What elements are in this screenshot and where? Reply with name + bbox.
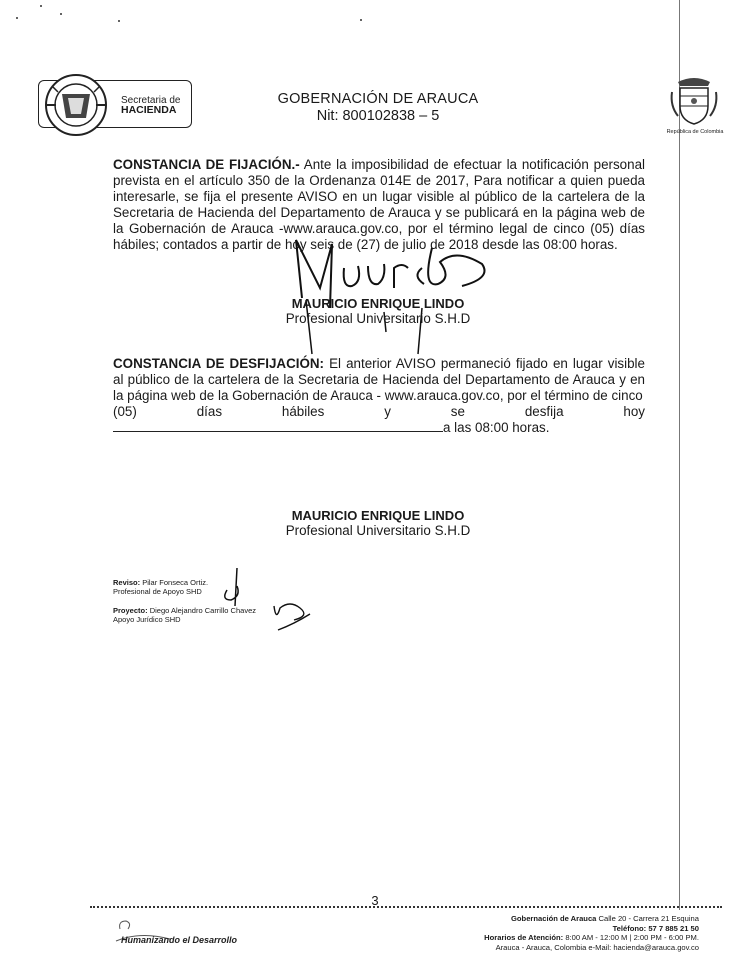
- signer-name: MAURICIO ENRIQUE LINDO: [291, 508, 465, 523]
- reviso-block: [113, 578, 208, 596]
- page-number: 3: [371, 893, 379, 908]
- footer-divider: [90, 906, 722, 908]
- handwritten-signature: [272, 228, 502, 358]
- dept-label-big: HACIENDA: [121, 104, 177, 116]
- hacienda-seal-icon: [40, 72, 112, 138]
- speck: [40, 5, 42, 7]
- fijacion-text: Ante la imposibilidad de efectuar la notificación personal prevista en el artículo 350 de la Ordenanza 014E de 2017, Para notificar a quien pueda interesarle, se fija el presente AVISO en un lugar visible al público de la cartelera de la Secretaria de Hacienda del Departamento de Arauca y se publicará en la página web de la Gobernación de Arauca -www.arauca.gov.co, por el término legal de cinco (05) días hábiles; contados a partir de hoy seis de (27) de julio de 2018 desde las 08:00 horas.: [113, 157, 645, 252]
- speck: [16, 17, 18, 19]
- blank-date-field: [113, 420, 443, 432]
- desfijacion-time: a las 08:00 horas.: [443, 420, 550, 435]
- footer-org: Gobernación de Arauca: [511, 914, 597, 923]
- page-title: GOBERNACIÓN DE ARAUCA: [277, 91, 479, 107]
- humanizando-logo-icon: [110, 917, 210, 951]
- signer-role: Profesional Universitario S.H.D: [285, 311, 471, 326]
- desfijacion-date-line: [113, 420, 549, 436]
- speck: [360, 19, 362, 21]
- speck: [118, 20, 120, 22]
- colombia-shield-icon: [668, 76, 720, 128]
- reviso-role: Profesional de Apoyo SHD: [113, 587, 202, 596]
- word: se: [450, 404, 465, 419]
- proyecto-name: Diego Alejandro Carrillo Chavez: [149, 606, 256, 615]
- right-margin-line: [679, 0, 680, 910]
- footer-phone: [613, 924, 699, 934]
- footer-phone-text: Teléfono: 57 7 885 21 50: [612, 923, 699, 933]
- footer-hours: [484, 933, 699, 943]
- footer-email: Arauca - Arauca, Colombia e-Mail: hacienda@arauca.gov.co: [495, 942, 699, 952]
- reviso-name: Pilar Fonseca Ortiz.: [142, 578, 209, 587]
- proyecto-block: [113, 606, 256, 624]
- word: hoy: [623, 404, 645, 419]
- dept-label-small: Secretaria de: [121, 95, 181, 106]
- desfijacion-text: El anterior AVISO permaneció fijado en lugar visible al público de la cartelera de la Secretaria de Hacienda del Departamento de Arauca y en la página web de la Gobernación de Arauca - www.arauca.gov.co, por el término de cinco: [113, 356, 645, 403]
- word: desfija: [524, 404, 564, 419]
- signer-name: MAURICIO ENRIQUE LINDO: [291, 296, 465, 311]
- proyecto-initials: [270, 598, 314, 634]
- nit-number: Nit: 800102838 – 5: [316, 108, 440, 124]
- word: días: [196, 404, 223, 419]
- shield-caption: República de Colombia: [666, 129, 724, 135]
- footer-hours-label: Horarios de Atención:: [484, 933, 564, 942]
- signer-role: Profesional Universitario S.H.D: [285, 523, 471, 538]
- footer-address: [511, 914, 699, 924]
- word: hábiles: [281, 404, 325, 419]
- footer-hours-text: 8:00 AM - 12:00 M | 2:00 PM - 6:00 PM.: [565, 933, 699, 942]
- reviso-label: Reviso:: [113, 578, 141, 587]
- fijacion-heading: CONSTANCIA DE FIJACIÓN.-: [113, 157, 300, 172]
- reviso-initials: [217, 566, 249, 610]
- speck: [60, 13, 62, 15]
- word: (05): [113, 404, 137, 419]
- footer-brand: Humanizando el Desarrollo: [121, 935, 238, 945]
- desfijacion-line-words: [113, 404, 645, 420]
- footer-address-text: Calle 20 - Carrera 21 Esquina: [598, 914, 699, 923]
- proyecto-role: Apoyo Jurídico SHD: [113, 615, 181, 624]
- proyecto-label: Proyecto:: [113, 606, 148, 615]
- desfijacion-paragraph: [113, 356, 645, 404]
- word: y: [384, 404, 391, 419]
- desfijacion-heading: CONSTANCIA DE DESFIJACIÓN:: [113, 356, 325, 371]
